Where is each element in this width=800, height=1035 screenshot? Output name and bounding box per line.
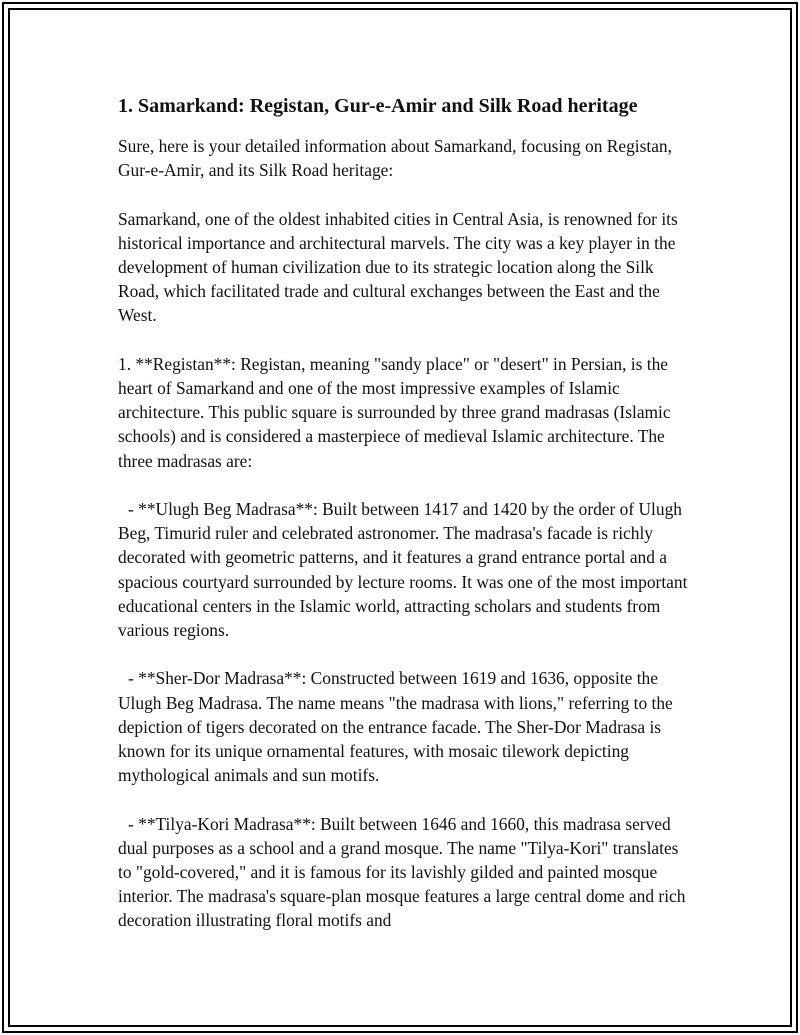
intro-paragraph: Sure, here is your detailed information about Samarkand, focusing on Registan, Gur-e-Amir, and its Silk Road heritage: <box>118 136 672 181</box>
sher-dor-paragraph: - **Sher-Dor Madrasa**: Constructed between 1619 and 1636, opposite the Ulugh Beg Madrasa. The name means "the madrasa with lions," referring to the depiction of tigers decorated on the entrance facade. The Sher-Dor Madrasa is known for its unique ornamental features, with mosaic tilework depicting mythological animals and sun motifs. <box>118 668 673 786</box>
page-title: 1. Samarkand: Registan, Gur-e-Amir and Silk Road heritage <box>118 95 638 117</box>
overview-paragraph: Samarkand, one of the oldest inhabited cities in Central Asia, is renowned for its historical importance and architectural marvels. The city was a key player in the development of human civilization due to its strategic location along the Silk Road, which facilitated trade and cultural exchanges between the East and the West. <box>118 208 678 326</box>
document-body <box>118 93 688 957</box>
ulugh-beg-paragraph: - **Ulugh Beg Madrasa**: Built between 1417 and 1420 by the order of Ulugh Beg, Timurid ruler and celebrated astronomer. The madrasa's facade is richly decorated with geometric patterns, and it features a grand entrance portal and a spacious courtyard surrounded by lecture rooms. It was one of the most important educational centers in the Islamic world, attracting scholars and students from various regions. <box>118 499 688 641</box>
tilya-kori-paragraph: - **Tilya-Kori Madrasa**: Built between 1646 and 1660, this madrasa served dual purposes as a school and a grand mosque. The name "Tilya-Kori" translates to "gold-covered," and it is famous for its lavishly gilded and painted mosque interior. The madrasa's square-plan mosque features a large central dome and rich decoration illustrating floral motifs and <box>118 813 686 931</box>
registan-paragraph: 1. **Registan**: Registan, meaning "sandy place" or "desert" in Persian, is the heart of Samarkand and one of the most impressive examples of Islamic architecture. This public square is surrounded by three grand madrasas (Islamic schools) and is considered a masterpiece of medieval Islamic architecture. The three madrasas are: <box>118 353 671 471</box>
